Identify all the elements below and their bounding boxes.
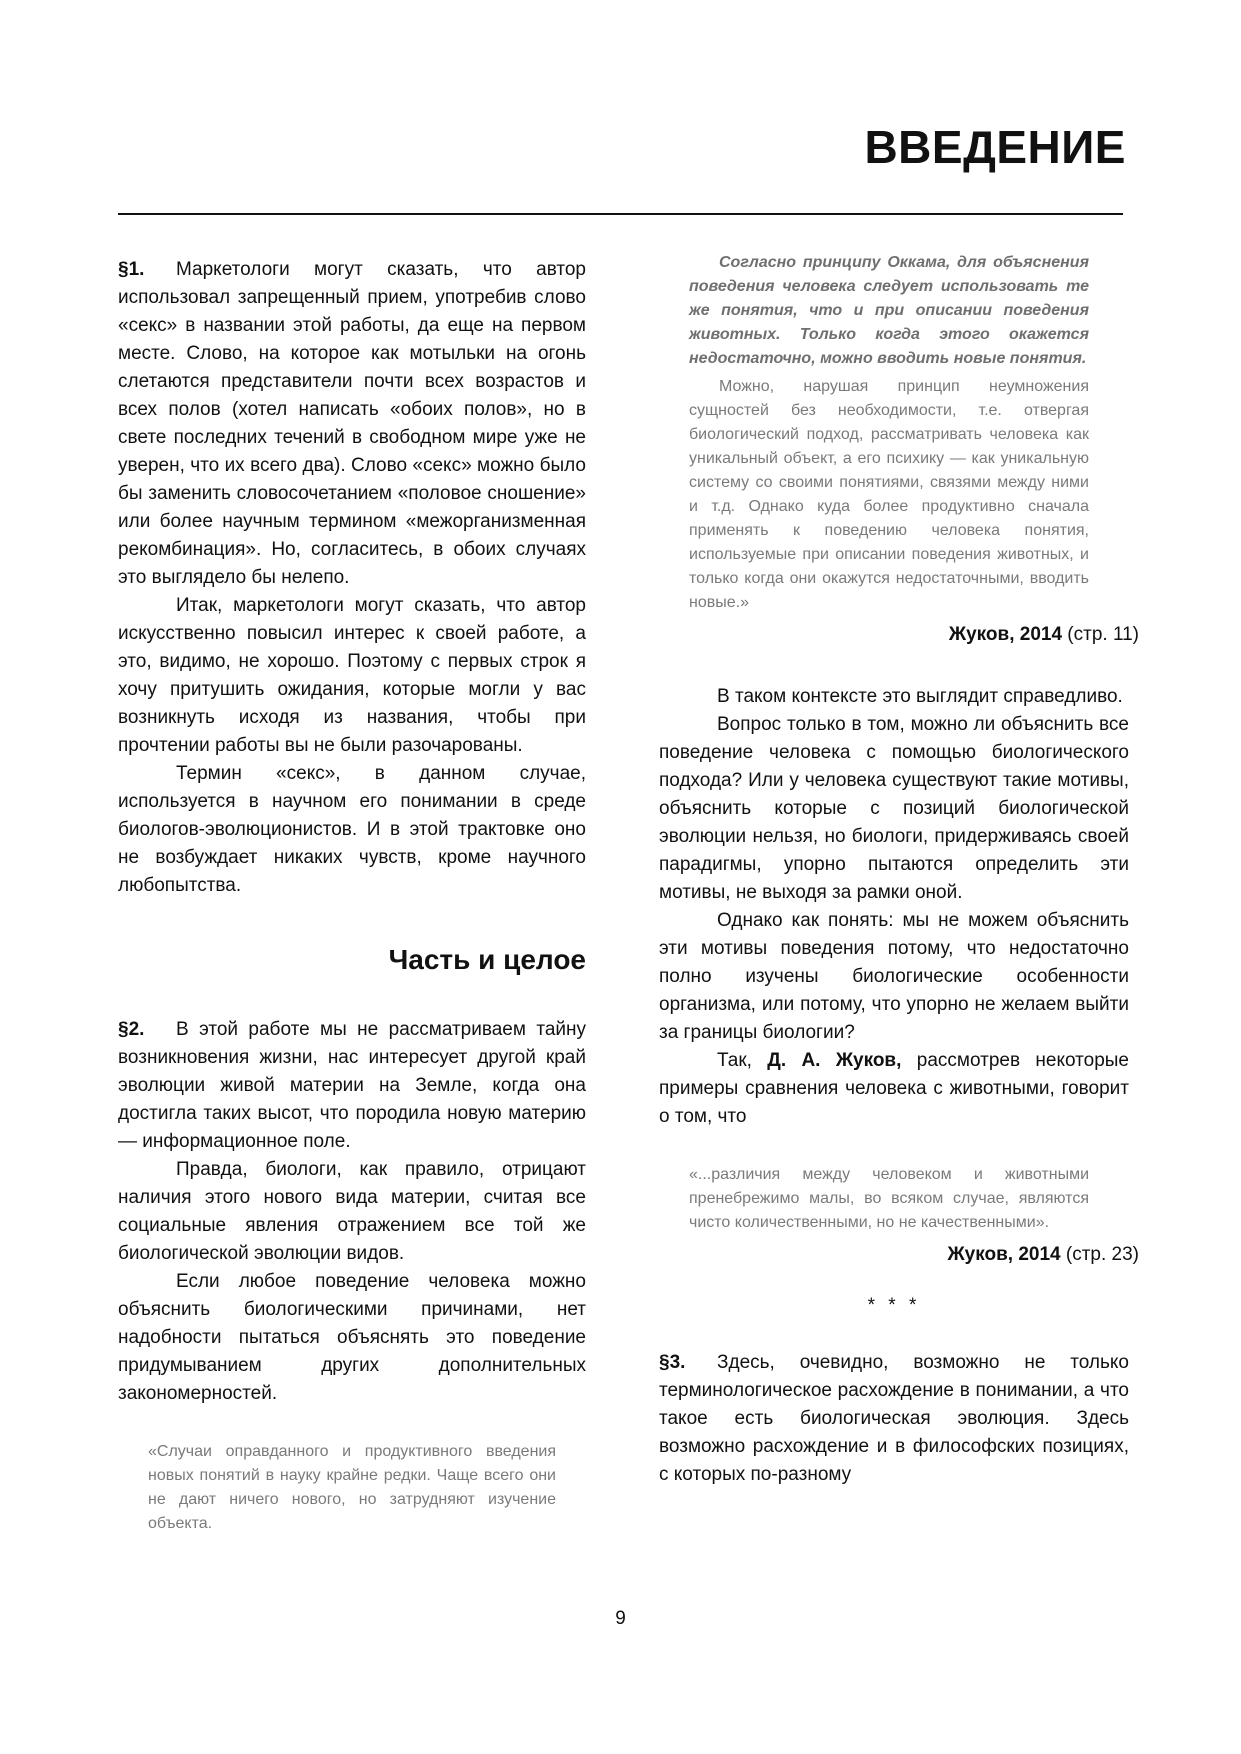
paragraph-7: В таком контексте это выглядит справедливо.	[717, 686, 1123, 707]
paragraph-5: Правда, биологи, как правило, отрицают наличия этого нового вида материи, считая все социальные явления отражением все той же биологической эволюции видов.	[118, 1159, 586, 1264]
paragraph-9: Однако как понять: мы не можем объяснить эти мотивы поведения потому, что недостаточно полно изучены биологические особенности организма, или потому, что упорно не желаем выйти за границы биологии?	[659, 910, 1129, 1043]
author-name: Д. А. Жуков,	[767, 1050, 902, 1071]
quote-text: Можно, нарушая принцип неумножения сущностей без необходимости, т.е. отвергая биологический подход, рассматривать человека как уникальный объект, а его психику — как уникальную систему со своими понятиями, связями между ними и т.д. Однако куда более продуктивно сначала применять к поведению человека понятия, используемые при описании поведения животных, и только когда они окажутся недостаточными, вводить новые.»	[689, 378, 1089, 611]
paragraph-1	[118, 256, 586, 592]
citation	[659, 1241, 1139, 1269]
paragraph-3: Термин «секс», в данном случае, используется в научном его понимании в среде биологов-эволюционистов. И в этой трактовке оно не возбуждает никаких чувств, кроме научного любопытства.	[118, 763, 586, 896]
section-separator: * * *	[867, 1295, 921, 1316]
quote-text-emphasis: Согласно принципу Оккама, для объяснения поведения человека следует использовать те же понятия, что и при описании поведения животных. Только когда этого окажется недостаточно, можно вводить новые понятия.	[689, 254, 1089, 367]
title-divider	[118, 213, 1123, 215]
quote-text: «...различия между человеком и животными пренебрежимо малы, во всяком случае, являются чисто количественными, но не качественными».	[689, 1166, 1089, 1231]
section-number: §3.	[659, 1352, 686, 1373]
section-number: §1.	[118, 259, 145, 280]
paragraph-text: Здесь, очевидно, возможно не только терминологическое расхождение в понимании, а что такое есть биологическая эволюция. Здесь возможно расхождение и в философских позициях, с которых по-разному	[659, 1352, 1129, 1485]
paragraph-2: Итак, маркетологи могут сказать, что автор искусственно повысил интерес к своей работе, а это, видимо, не хорошо. Поэтому с первых строк я хочу притушить ожидания, которые могли у вас возникнуть исходя из названия, чтобы при прочтении работы вы не были разочарованы.	[118, 595, 586, 756]
page-number: 9	[615, 1608, 626, 1629]
section-heading: Часть и целое	[388, 944, 586, 975]
paragraph-text: Так,	[717, 1050, 768, 1071]
citation-author: Жуков, 2014	[948, 624, 1063, 645]
paragraph-text: В этой работе мы не рассматриваем тайну возникновения жизни, нас интересует другой край эволюции живой материи на Земле, когда она достигла таких высот, что породила новую материю — информационное поле.	[118, 1019, 586, 1152]
paragraph-text: рассмотрев некоторые примеры сравнения человека с животными, говорит о том, что	[659, 1050, 1129, 1127]
paragraph-6: Если любое поведение человека можно объяснить биологическими причинами, нет надобности пытаться объяснять это поведение придумыванием других дополнительных закономерностей.	[118, 1271, 586, 1404]
paragraph-8: Вопрос только в том, можно ли объяснить все поведение человека с помощью биологического подхода? Или у человека существуют такие мотивы, объяснить которые с позиций биологической эволюции нельзя, но биологи, придерживаясь своей парадигмы, упорно пытаются определить эти мотивы, не выходя за рамки оной.	[659, 714, 1129, 903]
paragraph-11	[659, 1349, 1129, 1489]
quote-text: «Случаи оправданного и продуктивного введения новых понятий в науку крайне редки. Чаще всего они не дают ничего нового, но затрудняют изучение объекта.	[148, 1443, 556, 1532]
quote-block	[659, 1163, 1129, 1235]
paragraph-text: Маркетологи могут сказать, что автор использовал запрещенный прием, употребив слово «секс» в названии этой работы, да еще на первом месте. Слово, на которое как мотыльки на огонь слетаются представители почти всех возрастов и всех полов (хотел написать «обоих полов», но в свете последних течений в свободном мире уже не уверен, что их всего два). Слово «секс» можно было бы заменить словосочетанием «половое сношение» или более научным термином «межорганизменная рекомбинация». Но, согласитесь, в обоих случаях это выглядело бы нелепо.	[118, 259, 586, 588]
quote-block	[659, 251, 1129, 615]
citation-page: (стр. 23)	[1060, 1244, 1139, 1265]
citation-page: (стр. 11)	[1062, 624, 1139, 645]
section-number: §2.	[118, 1019, 145, 1040]
left-column	[118, 256, 586, 1536]
right-column	[659, 254, 1139, 1489]
citation-author: Жуков, 2014	[947, 1244, 1061, 1265]
quote-block	[118, 1440, 586, 1536]
paragraph-10	[659, 1047, 1129, 1131]
paragraph-4	[118, 1016, 586, 1156]
page-title: ВВЕДЕНИЕ	[864, 121, 1126, 173]
citation	[659, 621, 1139, 649]
